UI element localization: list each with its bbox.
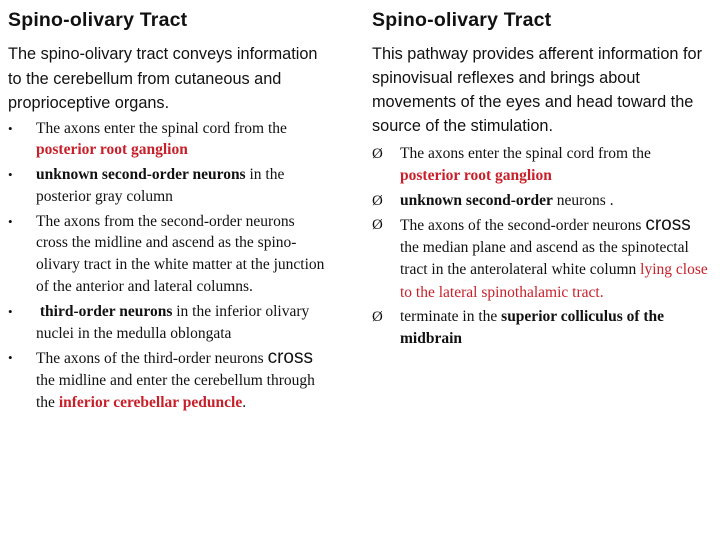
red-phrase: lying close to the lateral spinothalamic tract. — [400, 261, 708, 301]
arrow-bullet-icon: Ø — [372, 309, 383, 326]
list-item: Ø The axons of the second-order neurons cross the median plane and ascend as the spinotectal tract in the anterolateral white column lying close to the lateral spinothalamic tract. — [372, 213, 708, 301]
arrow-bullet-icon: Ø — [372, 216, 383, 233]
left-intro: The spino-olivary tract conveys information to the cerebellum from cutaneous and proprioceptive organs. — [8, 45, 318, 112]
bullet-icon: • — [8, 167, 13, 183]
list-item: • The axons from the second-order neurons cross the midline and ascend as the spino-olivary tract in the white matter at the junction of the anterior and lateral columns. — [8, 212, 325, 296]
right-title: Spino-olivary Tract — [372, 9, 552, 31]
arrow-bullet-icon: Ø — [372, 146, 383, 162]
left-column — [8, 0, 326, 417]
list-item: Ø terminate in the superior colliculus of the midbrain — [372, 308, 665, 348]
list-item: • The axons enter the spinal cord from the posterior root ganglion — [8, 119, 287, 159]
left-title: Spino-olivary Tract — [8, 9, 188, 31]
bold-term: unknown second-order neurons — [36, 166, 246, 184]
cross-word: cross — [267, 347, 313, 369]
cross-word: cross — [645, 213, 691, 235]
bullet-icon: • — [8, 350, 13, 366]
list-item: Ø unknown second-order neurons . — [372, 190, 708, 212]
right-arrow-list — [372, 143, 708, 351]
bold-term: unknown second-order — [400, 191, 553, 209]
red-term: posterior root ganglion — [400, 167, 552, 185]
list-item: • third-order neurons in the inferior olivary nuclei in the medulla oblongata — [8, 302, 310, 342]
right-column — [372, 0, 708, 353]
bullet-icon: • — [8, 303, 13, 319]
right-intro: This pathway provides afferent information for spinovisual reflexes and brings about movements of the eyes and head toward the source of the stimulation. — [372, 45, 703, 135]
bold-term: third-order neurons — [36, 302, 173, 320]
list-item: Ø The axons enter the spinal cord from the posterior root ganglion — [372, 145, 651, 185]
red-term: posterior root ganglion — [36, 141, 188, 159]
bullet-icon: • — [8, 120, 13, 136]
red-term: inferior cerebellar peduncle — [58, 394, 243, 412]
left-bullet-list — [8, 118, 326, 414]
bold-term: superior colliculus of the midbrain — [400, 308, 665, 348]
list-item: • The axons of the third-order neurons cross the midline and enter the cerebellum through the inferior cerebellar peduncle. — [8, 347, 315, 412]
arrow-bullet-icon: Ø — [372, 192, 383, 209]
bullet-icon: • — [8, 213, 13, 229]
list-item: • unknown second-order neurons in the posterior gray column — [8, 166, 285, 205]
